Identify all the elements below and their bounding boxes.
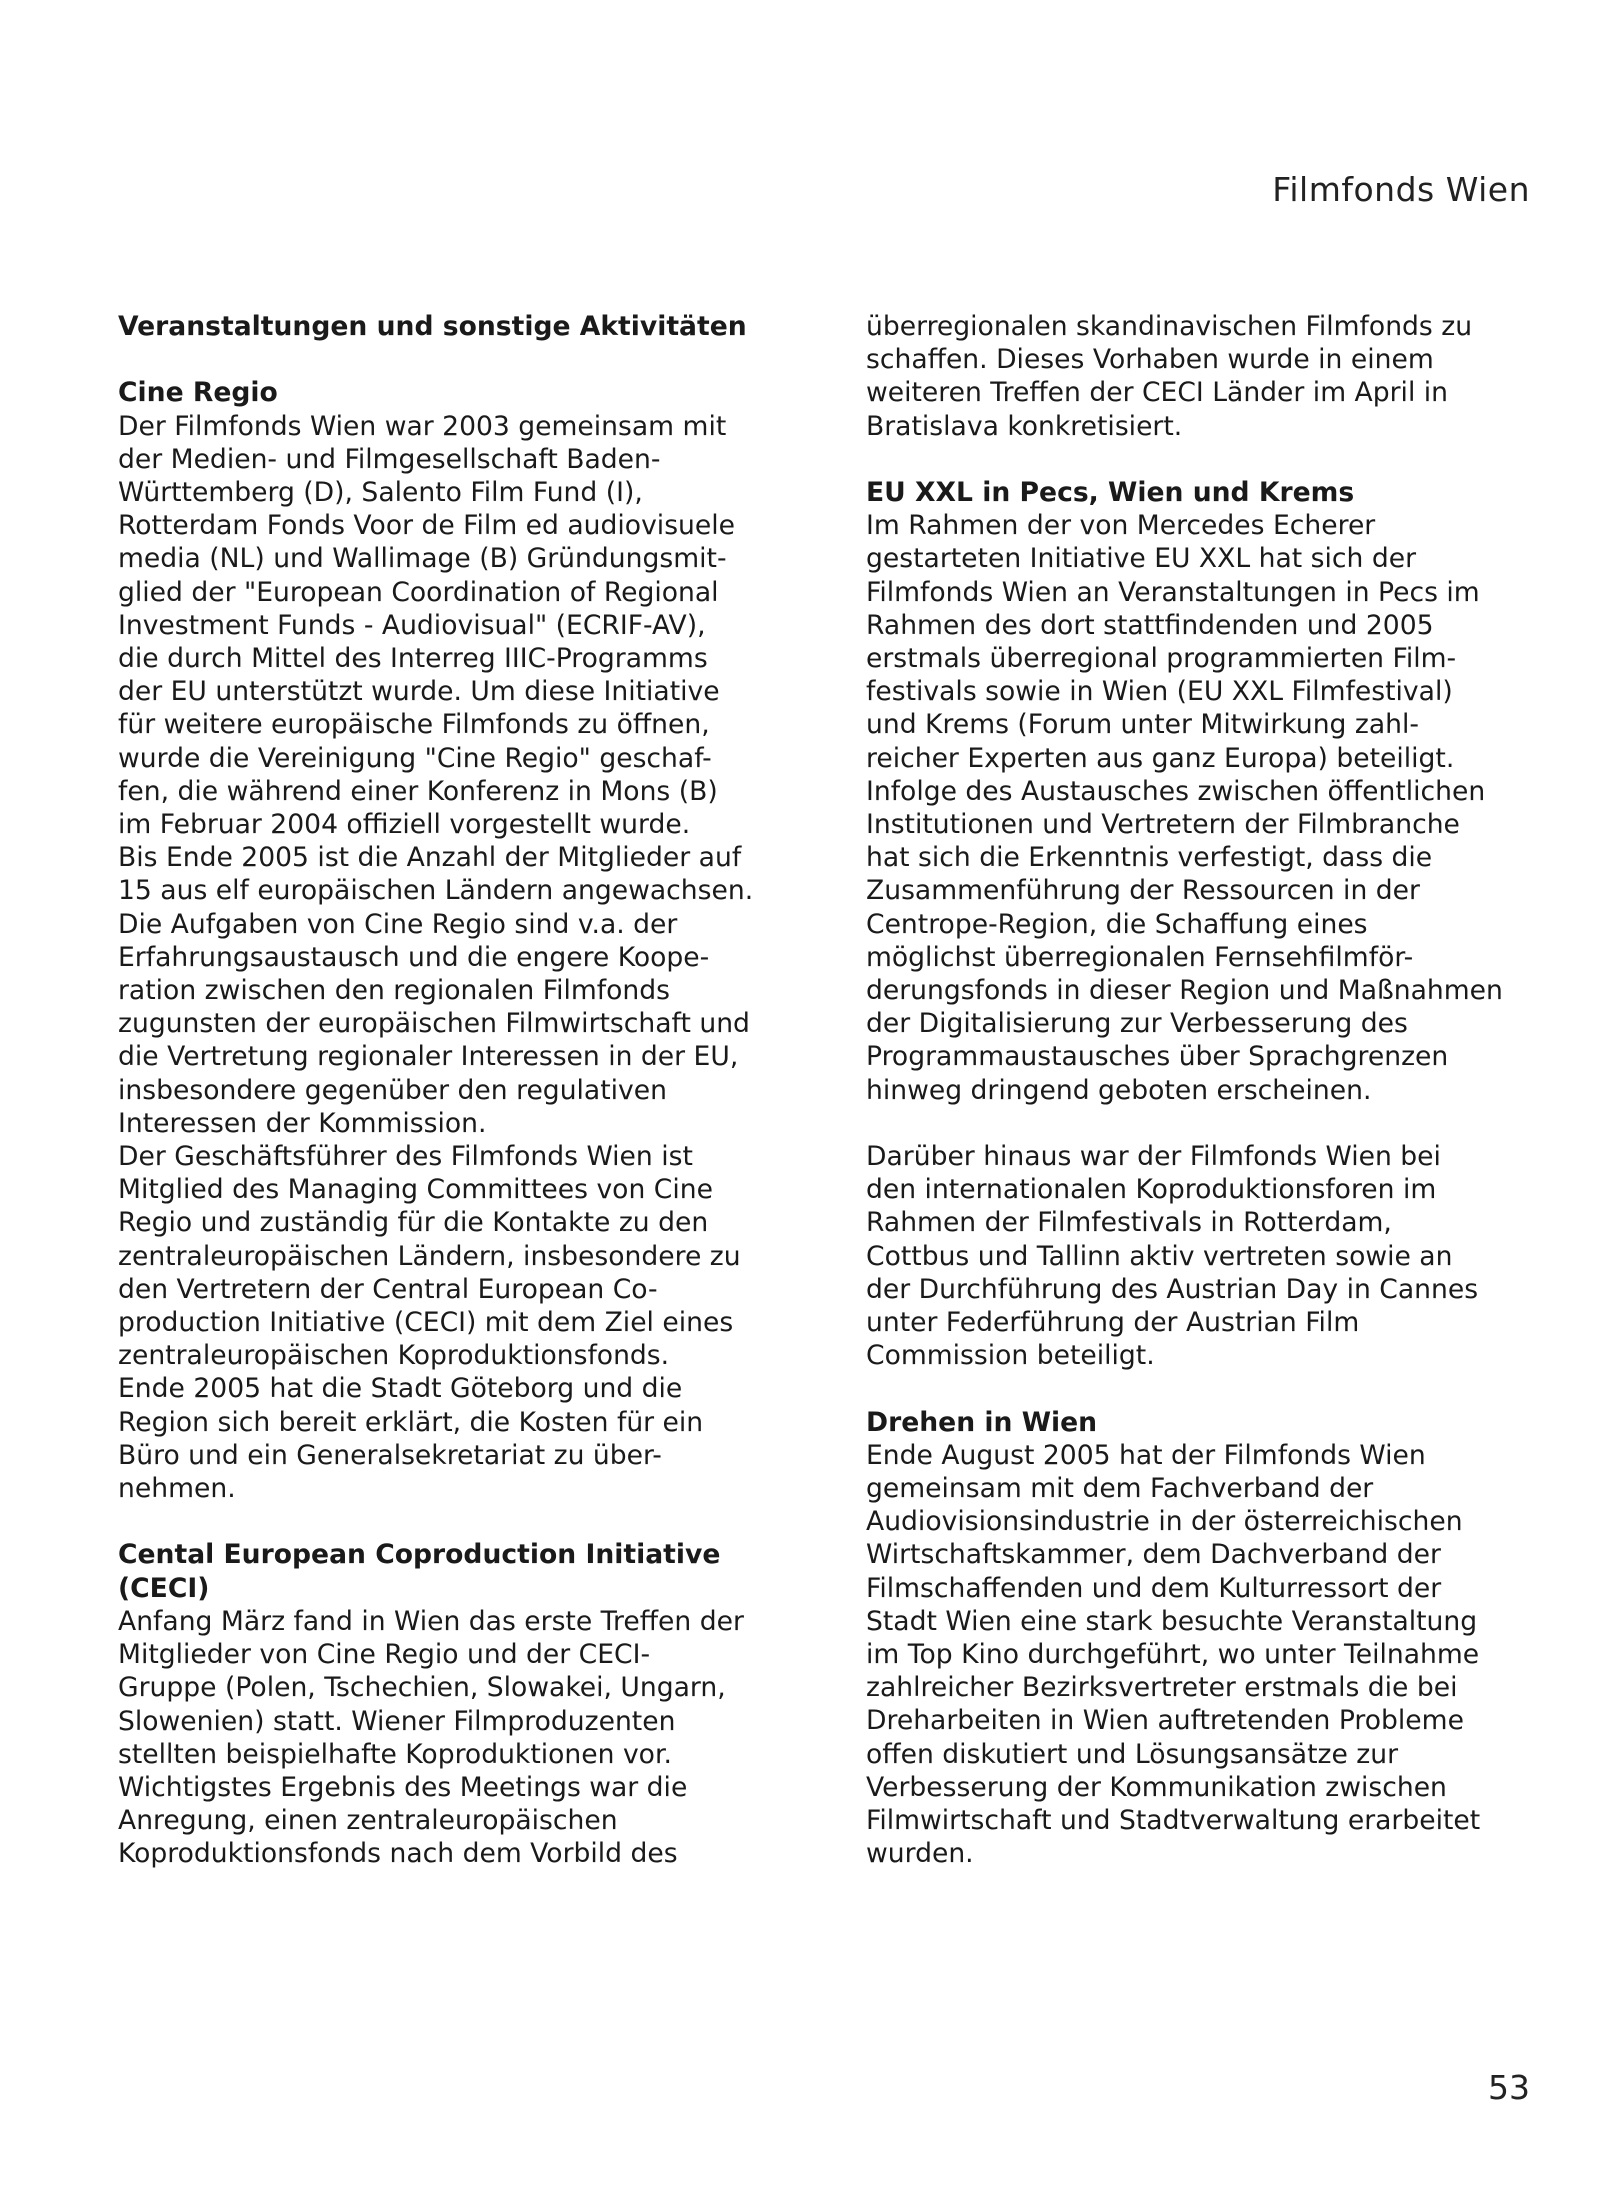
text-line: Verbesserung der Kommunikation zwischen [866,1771,1447,1803]
text-line: Rahmen des dort stattfindenden und 2005 [866,609,1434,641]
text-line: media (NL) und Wallimage (B) Gründungsmit- [118,543,727,575]
text-line: der Digitalisierung zur Verbesserung des [866,1008,1408,1040]
text-line: zentraleuropäischen Ländern, insbesondere zu [118,1240,741,1272]
text-line: 15 aus elf europäischen Ländern angewachsen. [118,875,754,907]
text-line: Wichtigstes Ergebnis des Meetings war die [118,1771,688,1803]
text-line: Die Aufgaben von Cine Regio sind v.a. der [118,908,678,940]
text-line: der EU unterstützt wurde. Um diese Initiative [118,676,720,708]
text-line: Darüber hinaus war der Filmfonds Wien bei [866,1141,1441,1173]
text-line: insbesondere gegenüber den regulativen [118,1074,668,1106]
text-line: und Krems (Forum unter Mitwirkung zahl- [866,709,1419,741]
text-line: Mitglieder von Cine Regio und der CECI- [118,1639,651,1671]
page-number: 53 [1488,2068,1530,2107]
cine-regio-paragraph [118,410,808,842]
text-line: Ende August 2005 hat der Filmfonds Wien [866,1439,1426,1471]
text-line: Rotterdam Fonds Voor de Film ed audiovisuele [118,510,736,542]
text-line: der Medien- und Filmgesellschaft Baden- [118,443,661,475]
text-line: für weitere europäische Filmfonds zu öffnen, [118,709,710,741]
text-line: Württemberg (D), Salento Film Fund (I), [118,477,643,508]
text-line: im Februar 2004 offiziell vorgestellt wurde. [118,809,691,841]
text-line: Filmwirtschaft und Stadtverwaltung erarbeitet [866,1805,1481,1837]
text-line: Audiovisionsindustrie in der österreichischen [866,1506,1463,1538]
text-line: Erfahrungsaustausch und die engere Koope- [118,941,710,973]
text-line: im Top Kino durchgeführt, wo unter Teilnahme [866,1639,1480,1671]
text-line: hat sich die Erkenntnis verfestigt, dass die [866,842,1433,874]
text-line: production Initiative (CECI) mit dem Ziel eines [118,1307,734,1339]
text-line: unter Federführung der Austrian Film [866,1307,1360,1339]
text-line: Anregung, einen zentraleuropäischen [118,1805,618,1837]
text-line: Interessen der Kommission. [118,1107,487,1139]
text-line: den Vertretern der Central European Co- [118,1273,658,1305]
page-header-title: Filmfonds Wien [1272,170,1530,209]
text-line: Zusammenführung der Ressourcen in der [866,875,1420,907]
text-line: wurde die Vereinigung "Cine Regio" geschaf- [118,742,712,774]
cine-regio-body [118,410,808,1506]
text-line: zahlreicher Bezirksvertreter erstmals die bei [866,1672,1458,1704]
section-title: Veranstaltungen und sonstige Aktivitäten [118,311,747,342]
text-line: Filmfonds Wien an Veranstaltungen in Pecs im [866,576,1480,608]
text-line: Rahmen der Filmfestivals in Rotterdam, [866,1207,1392,1239]
text-line: Bratislava konkretisiert. [866,410,1183,442]
ceci-paragraph [118,1605,808,1871]
text-line: Filmschaffenden und dem Kulturressort der [866,1572,1442,1604]
text-line: nehmen. [118,1473,236,1505]
text-line: möglichst überregionalen Fernsehfilmför- [866,941,1414,973]
heading-ceci-line: Cental European Coproduction Initiative [118,1539,721,1571]
text-line: hinweg dringend geboten erscheinen. [866,1074,1372,1106]
text-line: Wirtschaftskammer, dem Dachverband der [866,1539,1441,1571]
heading-drehen-in-wien: Drehen in Wien [866,1406,1098,1438]
text-line: zentraleuropäischen Koproduktionsfonds. [118,1340,670,1372]
heading-ceci-line: (CECI) [118,1572,210,1604]
text-line: Slowenien) statt. Wiener Filmproduzenten [118,1705,676,1737]
text-line: wurden. [866,1838,974,1870]
text-line: Gruppe (Polen, Tschechien, Slowakei, Ungarn, [118,1672,726,1704]
text-line: reicher Experten aus ganz Europa) beteiligt. [866,742,1455,774]
text-line: Der Geschäftsführer des Filmfonds Wien ist [118,1141,693,1173]
text-line: die durch Mittel des Interreg IIIC-Programms [118,643,708,675]
text-line: Infolge des Austausches zwischen öffentlichen [866,775,1486,807]
text-line: Anfang März fand in Wien das erste Treffen der [118,1605,744,1637]
eu-xxl-paragraph [866,509,1556,1107]
text-line: zugunsten der europäischen Filmwirtschaft und [118,1008,750,1040]
text-line: Stadt Wien eine stark besuchte Veranstaltung [866,1605,1478,1637]
text-line: Im Rahmen der von Mercedes Echerer [866,510,1376,542]
right-column [866,310,1556,1871]
text-line: Mitglied des Managing Committees von Cine [118,1174,713,1206]
text-line: Der Filmfonds Wien war 2003 gemeinsam mit [118,410,727,442]
cine-regio-paragraph [118,1140,808,1372]
text-line: gemeinsam mit dem Fachverband der [866,1473,1374,1505]
text-line: Commission beteiligt. [866,1340,1155,1372]
text-line: Dreharbeiten in Wien auftretenden Probleme [866,1705,1464,1737]
text-line: derungsfonds in dieser Region und Maßnahmen [866,975,1503,1007]
text-line: festivals sowie in Wien (EU XXL Filmfestival) [866,676,1453,708]
text-line: der Durchführung des Austrian Day in Cannes [866,1273,1479,1305]
text-line: stellten beispielhafte Koproduktionen vor. [118,1738,672,1770]
text-line: Regio und zuständig für die Kontakte zu den [118,1207,709,1239]
cine-regio-paragraph [118,908,808,1140]
cine-regio-paragraph [118,841,808,907]
text-line: gestarteten Initiative EU XXL hat sich der [866,543,1417,575]
text-line: glied der "European Coordination of Regional [118,576,719,608]
text-line: Institutionen und Vertretern der Filmbranche [866,809,1460,841]
text-line: Programmaustausches über Sprachgrenzen [866,1041,1449,1073]
text-line: Koproduktionsfonds nach dem Vorbild des [118,1838,678,1870]
text-line: Bis Ende 2005 ist die Anzahl der Mitglieder auf [118,842,742,874]
cine-regio-paragraph [118,1372,808,1505]
koproduktionsforen-paragraph [866,1140,1556,1372]
text-line: Investment Funds - Audiovisual" (ECRIF-AV), [118,609,706,641]
text-line: weiteren Treffen der CECI Länder im April in [866,377,1449,409]
text-line: erstmals überregional programmierten Film- [866,643,1457,675]
drehen-in-wien-paragraph [866,1439,1556,1871]
text-line: die Vertretung regionaler Interessen in der EU, [118,1041,739,1073]
ceci-continued-paragraph [866,310,1556,443]
heading-ceci [118,1538,808,1604]
text-line: Region sich bereit erklärt, die Kosten für ein [118,1406,704,1438]
text-line: Ende 2005 hat die Stadt Göteborg und die [118,1373,683,1405]
text-line: überregionalen skandinavischen Filmfonds zu [866,311,1473,342]
text-line: Centrope-Region, die Schaffung eines [866,908,1368,940]
text-line: Cottbus und Tallinn aktiv vertreten sowie an [866,1240,1453,1272]
heading-eu-xxl: EU XXL in Pecs, Wien und Krems [866,477,1355,508]
text-line: fen, die während einer Konferenz in Mons (B) [118,775,718,807]
text-line: den internationalen Koproduktionsforen im [866,1174,1437,1206]
heading-cine-regio: Cine Regio [118,377,278,409]
text-line: Büro und ein Generalsekretariat zu über- [118,1439,662,1471]
text-line: offen diskutiert und Lösungsansätze zur [866,1738,1399,1770]
text-line: schaffen. Dieses Vorhaben wurde in einem [866,344,1434,376]
left-column [118,310,808,1871]
text-line: ration zwischen den regionalen Filmfonds [118,975,671,1007]
